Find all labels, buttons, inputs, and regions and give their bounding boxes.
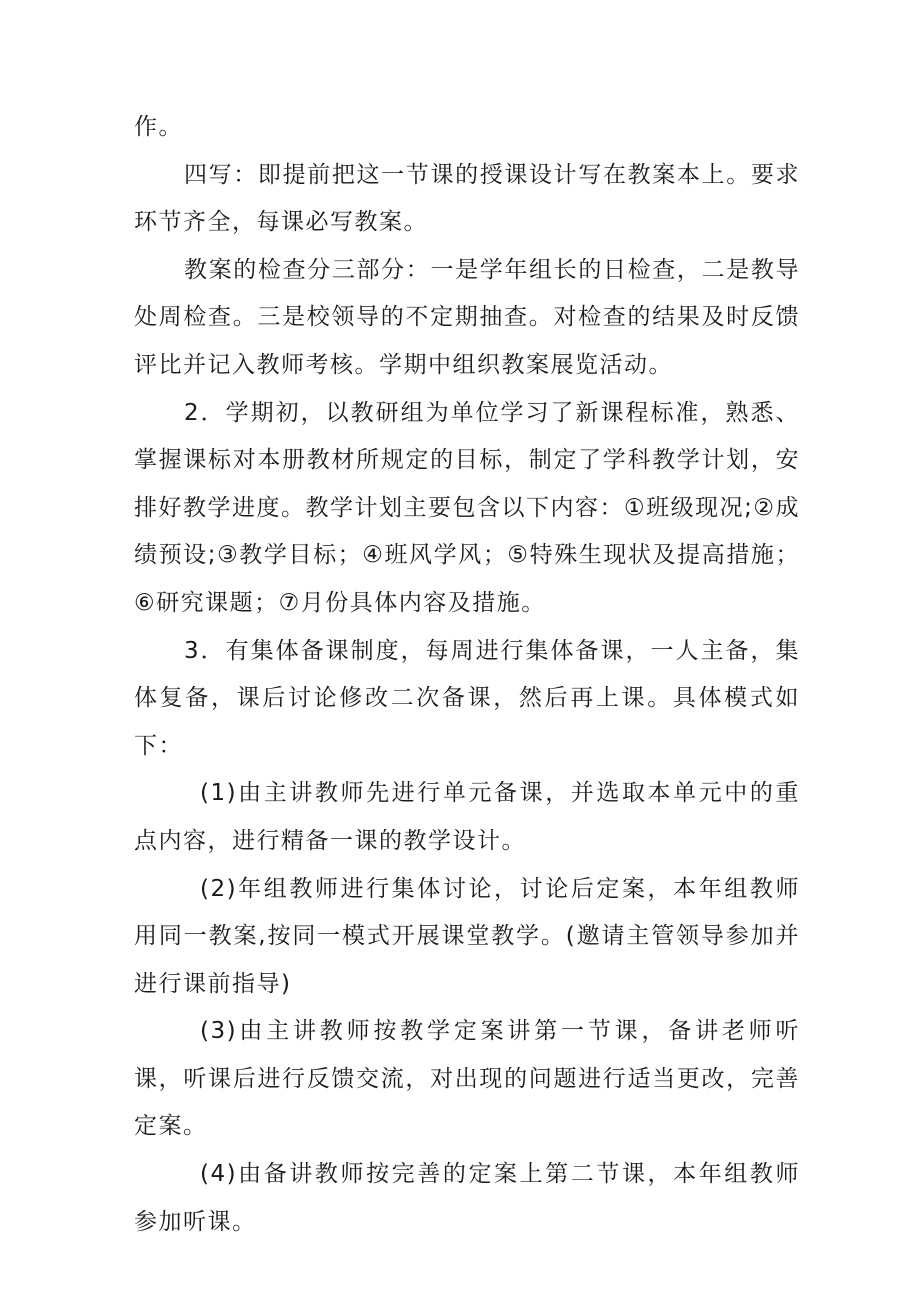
paragraph-item-2: 2．学期初，以教研组为单位学习了新课程标准，熟悉、掌握课标对本册教材所规定的目标，制定了学科教学计划，安排好教学进度。教学计划主要包含以下内容：①班级现况;②成绩预设;③教学目标；④班风学风；⑤特殊生现状及提高措施；⑥研究课题；⑦月份具体内容及措施。 [134, 399, 800, 616]
paragraph-subitem-3: (3)由主讲教师按教学定案讲第一节课，备讲老师听课，听课后进行反馈交流，对出现的问题进行适当更改，完善定案。 [134, 1018, 800, 1140]
paragraph-four-write: 四写：即提前把这一节课的授课设计写在教案本上。要求环节齐全，每课必写教案。 [134, 161, 800, 236]
paragraph-subitem-4: (4)由备讲教师按完善的定案上第二节课，本年组教师参加听课。 [134, 1161, 800, 1235]
paragraph-item-3: 3．有集体备课制度，每周进行集体备课，一人主备，集体复备，课后讨论修改二次备课，然后再上课。具体模式如下： [134, 637, 800, 759]
paragraph-continuation: 作。 [134, 114, 183, 140]
paragraph-subitem-2: (2)年组教师进行集体讨论，讨论后定案，本年组教师用同一教案,按同一模式开展课堂教学。(邀请主管领导参加并进行课前指导) [134, 875, 800, 997]
paragraph-subitem-1: (1)由主讲教师先进行单元备课，并选取本单元中的重点内容，进行精备一课的教学设计。 [134, 780, 800, 854]
document-body [134, 104, 800, 1246]
paragraph-lesson-plan-check: 教案的检查分三部分：一是学年组长的日检查，二是教导处周检查。三是校领导的不定期抽查。对检查的结果及时反馈评比并记入教师考核。学期中组织教案展览活动。 [134, 256, 800, 378]
